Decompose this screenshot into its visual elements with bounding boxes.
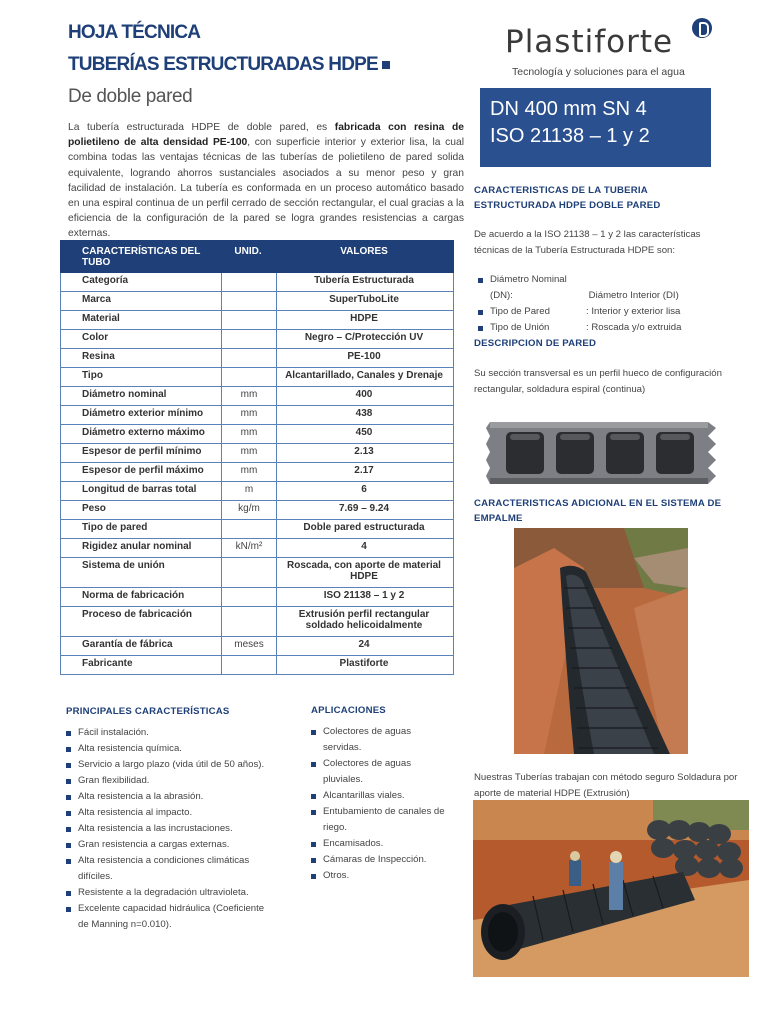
document-subtitle: De doble pared [68,86,193,107]
row-value: Roscada, con aporte de material HDPE [277,558,454,588]
table-row [61,637,454,656]
aplicaciones-list [311,724,446,884]
row-value: 7.69 – 9.24 [277,501,454,520]
pipe-type-key: Diámetro Nominal (DN): [490,274,567,301]
list-item [478,272,748,304]
row-unit [222,558,277,588]
pipe-type-value: : Interior y exterior lisa [586,306,681,317]
list-item: Entubamiento de canales de riego. [311,804,446,836]
row-value: 4 [277,539,454,558]
list-item: Alta resistencia a la abrasión. [66,789,266,805]
list-item: Alta resistencia a condiciones climáticas difíciles. [66,853,266,885]
list-item: Fácil instalación. [66,725,266,741]
table-row [61,607,454,637]
row-unit [222,607,277,637]
row-label: Diámetro externo máximo [61,425,222,444]
row-value: Extrusión perfil rectangular soldado helicoidalmente [277,607,454,637]
row-label: Diámetro nominal [61,387,222,406]
descripcion-text: Su sección transversal es un perfil hueco de configuración rectangular, soldadura espiral (continua) [474,368,722,395]
table-row [61,463,454,482]
row-label: Marca [61,292,222,311]
row-label: Categoría [61,273,222,292]
row-label: Diámetro exterior mínimo [61,406,222,425]
row-label: Resina [61,349,222,368]
table-row [61,656,454,675]
row-unit: mm [222,387,277,406]
row-label: Proceso de fabricación [61,607,222,637]
spec-summary-line1: DN 400 mm SN 4 [490,98,647,120]
document-title: HOJA TÉCNICA [68,22,201,43]
row-label: Sistema de unión [61,558,222,588]
row-unit: meses [222,637,277,656]
square-bullet-icon [382,61,390,69]
list-item: Servicio a largo plazo (vida útil de 50 años). [66,757,266,773]
row-unit [222,330,277,349]
intro-text-1: La tubería estructurada HDPE de doble pared, es [68,122,335,133]
table-row [61,520,454,539]
adicional-heading: CARACTERISTICAS ADICIONAL EN EL SISTEMA DE EMPALME [474,498,722,524]
brand-logo [505,24,720,82]
row-value: 438 [277,406,454,425]
list-item [478,320,748,336]
row-label: Color [61,330,222,349]
row-unit [222,292,277,311]
row-unit [222,349,277,368]
row-value: 400 [277,387,454,406]
table-row [61,482,454,501]
list-item: Cámaras de Inspección. [311,852,446,868]
row-label: Norma de fabricación [61,588,222,607]
row-label: Tipo [61,368,222,387]
row-label: Espesor de perfil máximo [61,463,222,482]
descripcion-heading: DESCRIPCION DE PARED [474,338,597,349]
row-unit [222,273,277,292]
list-item: Excelente capacidad hidráulica (Coeficiente de Manning n=0.010). [66,901,266,933]
intro-text-bold: fabricada con resina de polietileno de alta densidad PE-100 [68,122,464,149]
row-label: Material [61,311,222,330]
row-value: Doble pared estructurada [277,520,454,539]
row-unit [222,520,277,539]
row-label: Fabricante [61,656,222,675]
list-item: Alta resistencia al impacto. [66,805,266,821]
list-item: Colectores de aguas servidas. [311,724,446,756]
column-header-unit: UNID. [222,241,277,273]
list-item: Gran resistencia a cargas externas. [66,837,266,853]
trench-pipe-photo [514,528,688,754]
spec-table [60,240,454,675]
row-value: PE-100 [277,349,454,368]
row-unit [222,368,277,387]
column-header-values: VALORES [277,241,454,273]
table-row [61,368,454,387]
row-value: Alcantarillado, Canales y Drenaje [277,368,454,387]
table-row [61,539,454,558]
row-value: Negro – C/Protección UV [277,330,454,349]
row-value: 2.13 [277,444,454,463]
document-title-line2 [68,54,390,76]
caracteristicas-text: De acuerdo a la ISO 21138 – 1 y 2 las características técnicas de la Tubería Estructurada HDPE son: [474,229,701,256]
row-value: HDPE [277,311,454,330]
row-value: Plastiforte [277,656,454,675]
spec-table-header [61,241,454,273]
pipe-type-key: Tipo de Pared [490,306,550,317]
row-value: ISO 21138 – 1 y 2 [277,588,454,607]
pipe-type-list [478,272,748,336]
list-item: Resistente a la degradación ultravioleta. [66,885,266,901]
row-value: 2.17 [277,463,454,482]
list-item: Alcantarillas viales. [311,788,446,804]
row-value: Tubería Estructurada [277,273,454,292]
list-item: Alta resistencia química. [66,741,266,757]
wall-profile-image [486,418,718,488]
brand-tagline: Tecnología y soluciones para el agua [512,66,685,78]
row-label: Espesor de perfil mínimo [61,444,222,463]
list-item: Gran flexibilidad. [66,773,266,789]
table-row [61,311,454,330]
pipe-installation-photo [473,800,749,977]
spec-summary-box [480,88,711,167]
table-row [61,501,454,520]
row-value: 6 [277,482,454,501]
row-unit: m [222,482,277,501]
list-item: Colectores de aguas pluviales. [311,756,446,788]
row-label: Garantía de fábrica [61,637,222,656]
brand-mark-icon [692,18,712,38]
row-label: Peso [61,501,222,520]
table-row [61,406,454,425]
row-value: 450 [277,425,454,444]
row-unit: kg/m [222,501,277,520]
aplicaciones-heading: APLICACIONES [311,705,386,716]
intro-paragraph [68,120,464,242]
table-row [61,330,454,349]
table-row [61,558,454,588]
principales-list [66,725,266,933]
row-label: Rigidez anular nominal [61,539,222,558]
intro-text-2: , con superficie interior y exterior lisa, la cual combina todas las ventajas técnicas de las tuberías de polietileno de pared solida equivalente, logrando ahorros sustanciales asociados a su menor peso y gran facilidad de instalación. La tubería es conformada en un proceso automático basado en una espiral continua de un perfil cerrado de sección rectangular, el cual gracias a la eficiencia de la configuración de la pared se logra grandes resistencias a cargas externas. [68,137,465,240]
spec-table-body [61,273,454,675]
row-label: Longitud de barras total [61,482,222,501]
table-row [61,273,454,292]
row-value: 24 [277,637,454,656]
row-unit [222,656,277,675]
row-unit: mm [222,406,277,425]
caracteristicas-heading: CARACTERISTICAS DE LA TUBERIA ESTRUCTURADA HDPE DOBLE PARED [474,185,661,211]
column-header-characteristics: CARACTERÍSTICAS DEL TUBO [61,241,222,273]
spec-summary-line2: ISO 21138 – 1 y 2 [490,125,650,147]
table-row [61,292,454,311]
document-title-text: TUBERÍAS ESTRUCTURADAS HDPE [68,54,378,75]
table-row [61,588,454,607]
row-label: Tipo de pared [61,520,222,539]
row-unit [222,588,277,607]
row-unit: mm [222,444,277,463]
photo-caption: Nuestras Tuberías trabajan con método seguro Soldadura por aporte de material HDPE (Extrusión) [474,772,738,799]
row-unit: mm [222,425,277,444]
principales-heading: PRINCIPALES CARACTERÍSTICAS [66,706,230,717]
list-item: Otros. [311,868,446,884]
list-item: Alta resistencia a las incrustaciones. [66,821,266,837]
table-row [61,387,454,406]
list-item: Encamisados. [311,836,446,852]
pipe-type-key: Tipo de Unión [490,322,550,333]
row-unit [222,311,277,330]
table-row [61,425,454,444]
row-value: SuperTuboLite [277,292,454,311]
row-unit: mm [222,463,277,482]
brand-name: Plastiforte [505,24,674,60]
pipe-type-value: Diámetro Interior (DI) [588,290,679,301]
table-row [61,444,454,463]
pipe-type-value: : Roscada y/o extruida [586,322,682,333]
list-item [478,304,748,320]
row-unit: kN/m² [222,539,277,558]
table-row [61,349,454,368]
